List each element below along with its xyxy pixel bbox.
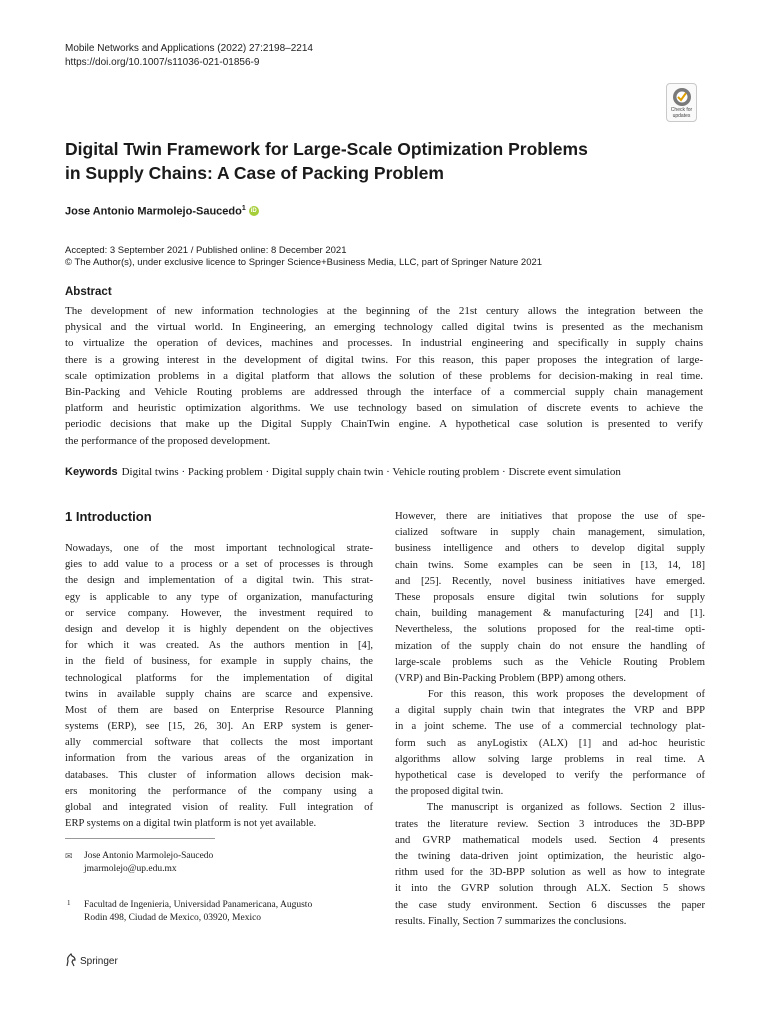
affiliation-line: Rodin 498, Ciudad de Mexico, 03920, Mexico [84,913,262,923]
paper-title [65,137,665,185]
body-line: technological platforms for the implementation of digital [65,672,373,684]
affiliation-line: Facultad de Ingenieria, Universidad Panamericana, Augusto [84,900,313,910]
body-line: for which it was created. As the authors mention in [4], [65,640,373,652]
affiliation-mark: 1 [67,899,71,907]
body-line: large-scale problems such as the Vehicle Routing Problem [395,656,705,668]
body-line: (VRP) and Bin-Packing Problem (BPP) among others. [395,672,626,684]
body-line: a digital supply chain twin that integrates the VRP and BPP [395,705,705,717]
author-name[interactable]: Jose Antonio Marmolejo-Saucedo [65,205,242,218]
abstract-line: there is a growing interest in the development of digital twins. For this reason, this paper proposes the integration of large- [65,353,703,366]
crossmark-label-1: Check for [670,107,693,113]
section-heading: 1 Introduction [65,509,152,524]
correspondence-email[interactable]: jmarmolejo@up.edu.mx [84,864,177,874]
abstract-line: The development of new information technologies at the beginning of the 21st century allows the integration between the [65,305,703,317]
body-line: and [25]. Recently, novel business initiatives have emerged. [395,575,705,587]
body-line: or service company. However, the investment required to [65,607,373,619]
affiliation-footnote [65,899,312,925]
copyright-line: © The Author(s), under exclusive licence to Springer Science+Business Media, LLC, part of Springer Nature 2021 [65,257,543,268]
check-for-updates-badge[interactable] [666,83,697,122]
keywords-label: Keywords [65,466,118,478]
correspondence-name: Jose Antonio Marmolejo-Saucedo [84,851,214,861]
body-line: gies to add value to a process or a set of processes is through [65,559,373,571]
body-line: the proposed digital twin. [395,786,504,798]
body-line: hypothetical case is developed to verify the performance of [395,770,705,781]
body-line: However, there are initiatives that propose the use of spe- [395,511,705,522]
journal-citation-line: Mobile Networks and Applications (2022) 27:2198–2214 [65,43,313,54]
abstract-line: periodic decisions that make up the Digital Supply ChainTwin engine. A hypothetical case solution is presented to verify [65,418,703,431]
body-line: Most of them are based on Enterprise Resource Planning [65,704,373,716]
accepted-published-dates: Accepted: 3 September 2021 / Published online: 8 December 2021 [65,245,347,256]
body-line: cialized software in supply chain management, simulation, [395,527,705,539]
abstract-body [65,303,703,449]
journal-citation [65,42,313,70]
body-line: design and develop it is highly dependent on the objectives [65,623,373,635]
doi-link[interactable]: https://doi.org/10.1007/s11036-021-01856-9 [65,57,260,68]
body-line: Nevertheless, the solutions proposed for the real-time opti- [395,624,705,636]
body-line: databases. This cluster of information allows decision mak- [65,769,373,781]
body-line: egy is applicable to any type of organization, manufacturing [65,591,373,603]
body-line: systems (ERP), see [15, 26, 30]. An ERP system is gener- [65,721,373,733]
body-line: business intelligence and others to develop digital supply [395,543,705,555]
keywords [65,465,621,479]
body-line: The manuscript is organized as follows. Section 2 illus- [395,802,705,814]
correspondence-footnote [65,850,213,876]
abstract-line: scale optimization problems in a digital platform that allows the solution of these problems for decision-making in real time. [65,369,703,382]
body-line: mization of the supply chain do not ensure the handling of [395,640,705,652]
abstract-line: the performance of the proposed development. [65,434,271,447]
publisher-logo [65,953,118,967]
right-column-text [395,509,705,930]
body-line: chain twins. Some examples can be seen in [13, 14, 18] [395,559,705,571]
body-line: algorithms allow solving large problems in real time. A [395,753,705,765]
body-line: information from the various areas of the organization in [65,753,373,765]
body-line: ers monitoring the performance of the company using a [65,785,373,797]
abstract-line: platform and heuristic optimization algorithms. We use technology based on simulation of discrete events to achieve the [65,402,703,415]
paper-title-line-1: Digital Twin Framework for Large-Scale Optimization Problems [65,139,588,159]
body-line: ally commercial software that collects the most important [65,737,373,749]
envelope-icon: ✉ [65,851,73,861]
body-line: rithm used for the 3D-BPP solution as well as how to integrate [395,867,705,879]
footnote-divider [65,838,215,839]
abstract-line: physical and the virtual world. In Engineering, an emerging technology called digital twins is presented as the mechanism [65,321,703,334]
paper-title-line-2: in Supply Chains: A Case of Packing Problem [65,163,444,183]
crossmark-label-2: updates [672,113,691,119]
body-line: in the field of business, for example in supply chains, the [65,656,373,668]
publication-dates [65,245,542,269]
springer-horse-icon [65,953,77,967]
body-line: trates the literature review. Section 3 introduces the 3D-BPP [395,818,705,830]
body-line: chain, building management & manufacturing [24] and [1]. [395,608,705,620]
body-line: it into the GVRP solution through ALX. Section 5 shows [395,883,705,895]
body-line: in a joint scheme. The use of a commercial technology plat- [395,721,705,733]
body-line: the case study environment. Section 6 discusses the paper [395,899,705,911]
body-line: the twining data-driven joint optimization, the heuristic algo- [395,850,705,862]
body-line: global and integrated vision of reality. Full integration of [65,802,373,813]
left-column-text [65,541,373,832]
body-line: For this reason, this work proposes the development of [395,689,705,701]
abstract-line: Bin-Packing and Vehicle Routing problems are addressed through the interface of a commercial supply chain management [65,386,703,399]
body-line: twins in available supply chains are scarce and expensive. [65,688,373,700]
body-line: results. Finally, Section 7 summarizes the conclusions. [395,915,627,927]
body-line: ERP systems on a digital twin platform is not yet available. [65,818,317,830]
author-line [65,202,259,219]
orcid-icon[interactable]: iD [250,207,257,214]
keywords-list: Digital twins · Packing problem · Digital supply chain twin · Vehicle routing problem · Discrete event simulation [121,466,621,478]
body-line: the design and implementation of a digital twin. This strat- [65,575,373,587]
abstract-line: to virtualize the operation of devices, machines and processes. In industrial engineering and specifically in supply chains [65,337,703,350]
body-line: These proposals ensure digital twin solutions for supply [395,591,705,603]
body-line: form such as anyLogistix (ALX) [1] and ad-hoc heuristic [395,737,705,749]
abstract-heading: Abstract [65,286,112,298]
author-affiliation-mark: 1 [241,205,246,212]
publisher-name: Springer [80,956,118,967]
crossmark-icon [672,87,692,107]
body-line: Nowadays, one of the most important technological strate- [65,543,373,554]
body-line: and GVRP mathematical models used. Section 4 presents [395,834,705,846]
